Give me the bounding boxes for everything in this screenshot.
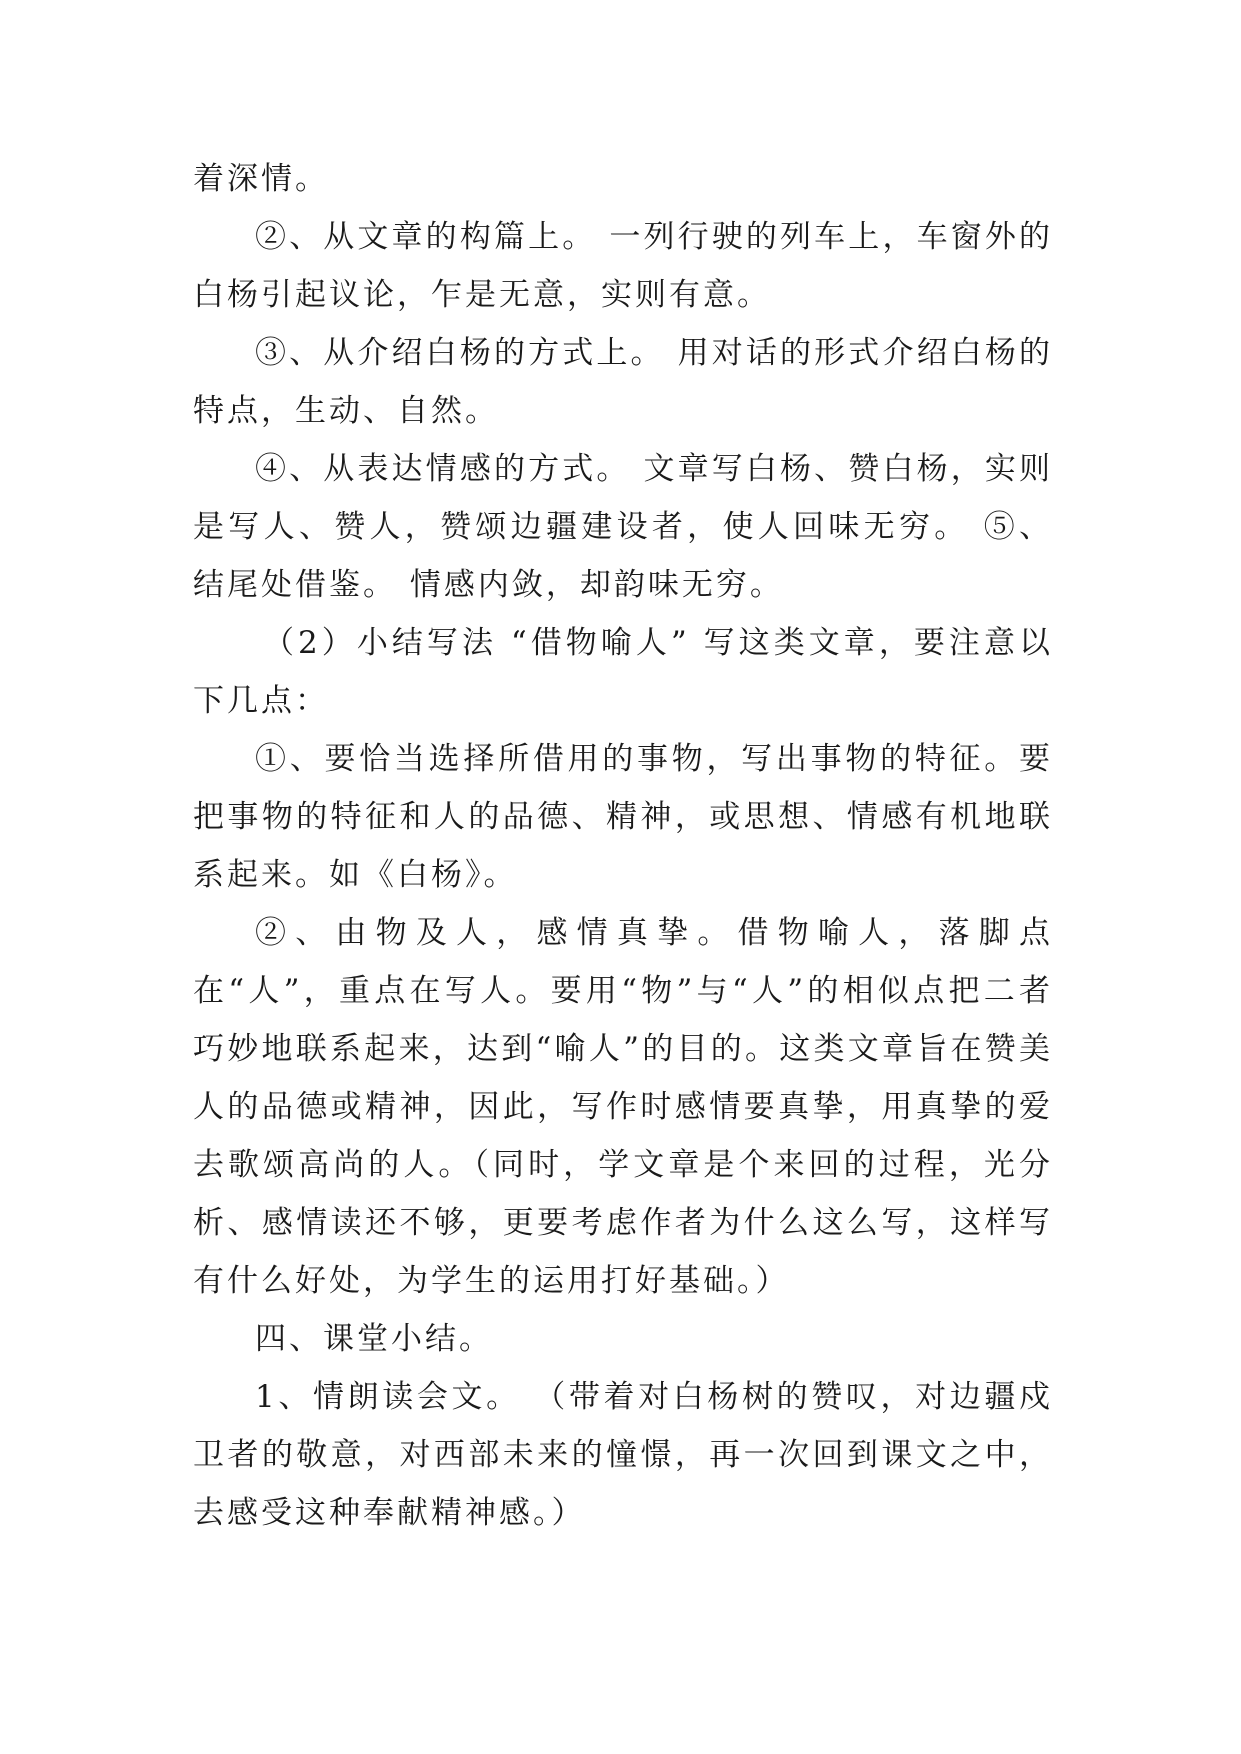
paragraph-point-2-structure: ②、从文章的构篇上。 一列行驶的列车上，车窗外的白杨引起议论，乍是无意，实则有意。 xyxy=(193,219,1053,313)
paragraph-rule-2: ②、由物及人，感情真挚。借物喻人，落脚点在“人”，重点在写人。要用“物”与“人”的相似点把二者巧妙地联系起来，达到“喻人”的目的。这类文章旨在赞美人的品德或精神，因此，写作时感情要真挚，用真挚的爱去歌颂高尚的人。（同时，学文章是个来回的过程，光分析、感情读还不够，更要考虑作者为什么这么写，这样写有什么好处，为学生的运用打好基础。） xyxy=(193,915,1053,1299)
section-heading-class-summary: 四、课堂小结。 xyxy=(255,1321,493,1357)
paragraph-summary-method: （2）小结写法 “借物喻人” 写这类文章，要注意以下几点： xyxy=(193,625,1053,719)
paragraph-reading-aloud: 1、情朗读会文。 （带着对白杨树的赞叹，对边疆戍卫者的敬意，对西部未来的憧憬，再一次回到课文之中，去感受这种奉献精神感。） xyxy=(193,1379,1053,1531)
paragraph-continuation: 着深情。 xyxy=(193,161,329,197)
paragraph-rule-1: ①、要恰当选择所借用的事物，写出事物的特征。要把事物的特征和人的品德、精神，或思想、情感有机地联系起来。如《白杨》。 xyxy=(193,741,1053,893)
paragraph-point-3-introduction: ③、从介绍白杨的方式上。 用对话的形式介绍白杨的特点，生动、自然。 xyxy=(193,335,1053,429)
paragraph-point-4-emotion: ④、从表达情感的方式。 文章写白杨、赞白杨，实则是写人、赞人，赞颂边疆建设者，使人回味无穷。 ⑤、结尾处借鉴。 情感内敛，却韵味无穷。 xyxy=(193,451,1053,603)
document-body xyxy=(193,150,1053,1542)
